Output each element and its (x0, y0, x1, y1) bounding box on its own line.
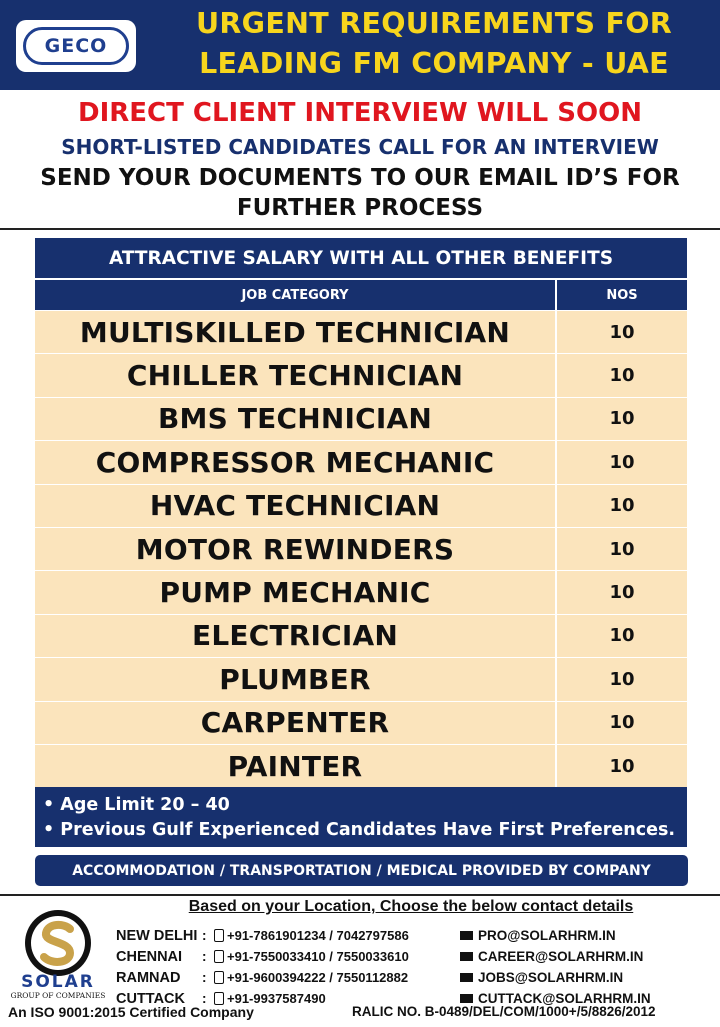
table-row (35, 614, 687, 657)
solar-logo-text: SOLAR (21, 972, 95, 992)
ralic-number: RALIC NO. B-0489/DEL/COM/1000+/5/8826/2012 (352, 1004, 656, 1019)
table-row (35, 397, 687, 440)
nos-cell: 10 (557, 615, 687, 657)
contact-phones: +91-7550033410 / 7550033610 (227, 949, 409, 964)
location-instruction: Based on your Location, Choose the below contact details (188, 898, 634, 915)
table-row (35, 484, 687, 527)
table-row (35, 744, 687, 787)
job-category-cell: MOTOR REWINDERS (35, 528, 557, 570)
separator: : (202, 970, 207, 985)
send-documents-line2: FURTHER PROCESS (236, 195, 484, 221)
table-row (35, 353, 687, 396)
iso-certification: An ISO 9001:2015 Certified Company (8, 1004, 254, 1020)
table-row (35, 310, 687, 353)
send-documents-text (0, 163, 720, 223)
contact-city: NEW DELHI (116, 927, 198, 944)
nos-cell: 10 (557, 571, 687, 613)
table-rows (35, 310, 687, 787)
contact-email: CAREER@SOLARHRM.IN (478, 949, 644, 964)
nos-cell: 10 (557, 745, 687, 787)
mail-icon (460, 994, 473, 1003)
geco-logo (16, 20, 136, 72)
job-table (35, 238, 687, 847)
nos-cell: 10 (557, 528, 687, 570)
nos-cell: 10 (557, 311, 687, 353)
geco-logo-oval (23, 27, 129, 65)
job-category-cell: PLUMBER (35, 658, 557, 700)
nos-cell: 10 (557, 658, 687, 700)
header-title-line2: LEADING FM COMPANY - UAE (199, 47, 669, 80)
contact-list (116, 925, 720, 1009)
table-row (35, 527, 687, 570)
nos-cell: 10 (557, 354, 687, 396)
nos-cell: 10 (557, 441, 687, 483)
divider (0, 894, 720, 896)
geco-logo-text: GECO (44, 35, 108, 57)
mail-icon (460, 973, 473, 982)
table-row (35, 701, 687, 744)
separator: : (202, 991, 207, 1006)
column-header-nos: NOS (606, 287, 638, 303)
contact-row (116, 967, 720, 988)
solar-logo (4, 905, 112, 1000)
phone-icon (214, 929, 224, 942)
job-category-cell: MULTISKILLED TECHNICIAN (35, 311, 557, 353)
job-category-cell: PUMP MECHANIC (35, 571, 557, 613)
job-category-cell: ELECTRICIAN (35, 615, 557, 657)
contact-city: CHENNAI (116, 948, 183, 965)
divider (0, 228, 720, 230)
contact-phones: +91-9600394222 / 7550112882 (227, 970, 409, 985)
contact-row (116, 925, 720, 946)
job-category-cell: HVAC TECHNICIAN (35, 485, 557, 527)
table-column-headers (35, 280, 687, 310)
contact-row (116, 946, 720, 967)
note-age-limit: • Age Limit 20 – 40 (43, 795, 230, 816)
job-category-cell: COMPRESSOR MECHANIC (35, 441, 557, 483)
contact-phones: +91-7861901234 / 7042797586 (227, 928, 409, 943)
separator: : (202, 928, 207, 943)
header-banner (0, 0, 720, 90)
nos-cell: 10 (557, 485, 687, 527)
header-title-line1: URGENT REQUIREMENTS FOR (195, 7, 673, 40)
job-category-cell: CARPENTER (35, 702, 557, 744)
phone-icon (214, 971, 224, 984)
phone-icon (214, 950, 224, 963)
note-gulf-experience: • Previous Gulf Experienced Candidates Have First Preferences. (43, 820, 676, 841)
table-heading: ATTRACTIVE SALARY WITH ALL OTHER BENEFITS (35, 238, 687, 280)
mail-icon (460, 952, 473, 961)
column-header-category: JOB CATEGORY (35, 280, 557, 310)
table-row (35, 657, 687, 700)
contact-city: CUTTACK (116, 990, 185, 1007)
separator: : (202, 949, 207, 964)
job-category-cell: PAINTER (35, 745, 557, 787)
job-category-cell: BMS TECHNICIAN (35, 398, 557, 440)
nos-cell: 10 (557, 702, 687, 744)
nos-cell: 10 (557, 398, 687, 440)
contact-email: JOBS@SOLARHRM.IN (478, 970, 624, 985)
shortlisted-text: SHORT-LISTED CANDIDATES CALL FOR AN INTERVIEW (61, 135, 659, 159)
table-row (35, 570, 687, 613)
contact-email: CUTTACK@SOLARHRM.IN (478, 991, 651, 1006)
table-notes (35, 787, 687, 847)
job-category-cell: CHILLER TECHNICIAN (35, 354, 557, 396)
solar-logo-subtext: GROUP OF COMPANIES (10, 991, 106, 1000)
direct-interview-text: DIRECT CLIENT INTERVIEW WILL SOON (77, 98, 642, 128)
contact-phones: +91-9937587490 (227, 991, 326, 1006)
send-documents-line1: SEND YOUR DOCUMENTS TO OUR EMAIL ID’S FOR (40, 165, 680, 191)
contact-city: RAMNAD (116, 969, 181, 986)
table-row (35, 440, 687, 483)
benefits-bar: ACCOMMODATION / TRANSPORTATION / MEDICAL PROVIDED BY COMPANY (35, 855, 688, 886)
contact-email: PRO@SOLARHRM.IN (478, 928, 616, 943)
header-title (152, 4, 716, 84)
mail-icon (460, 931, 473, 940)
